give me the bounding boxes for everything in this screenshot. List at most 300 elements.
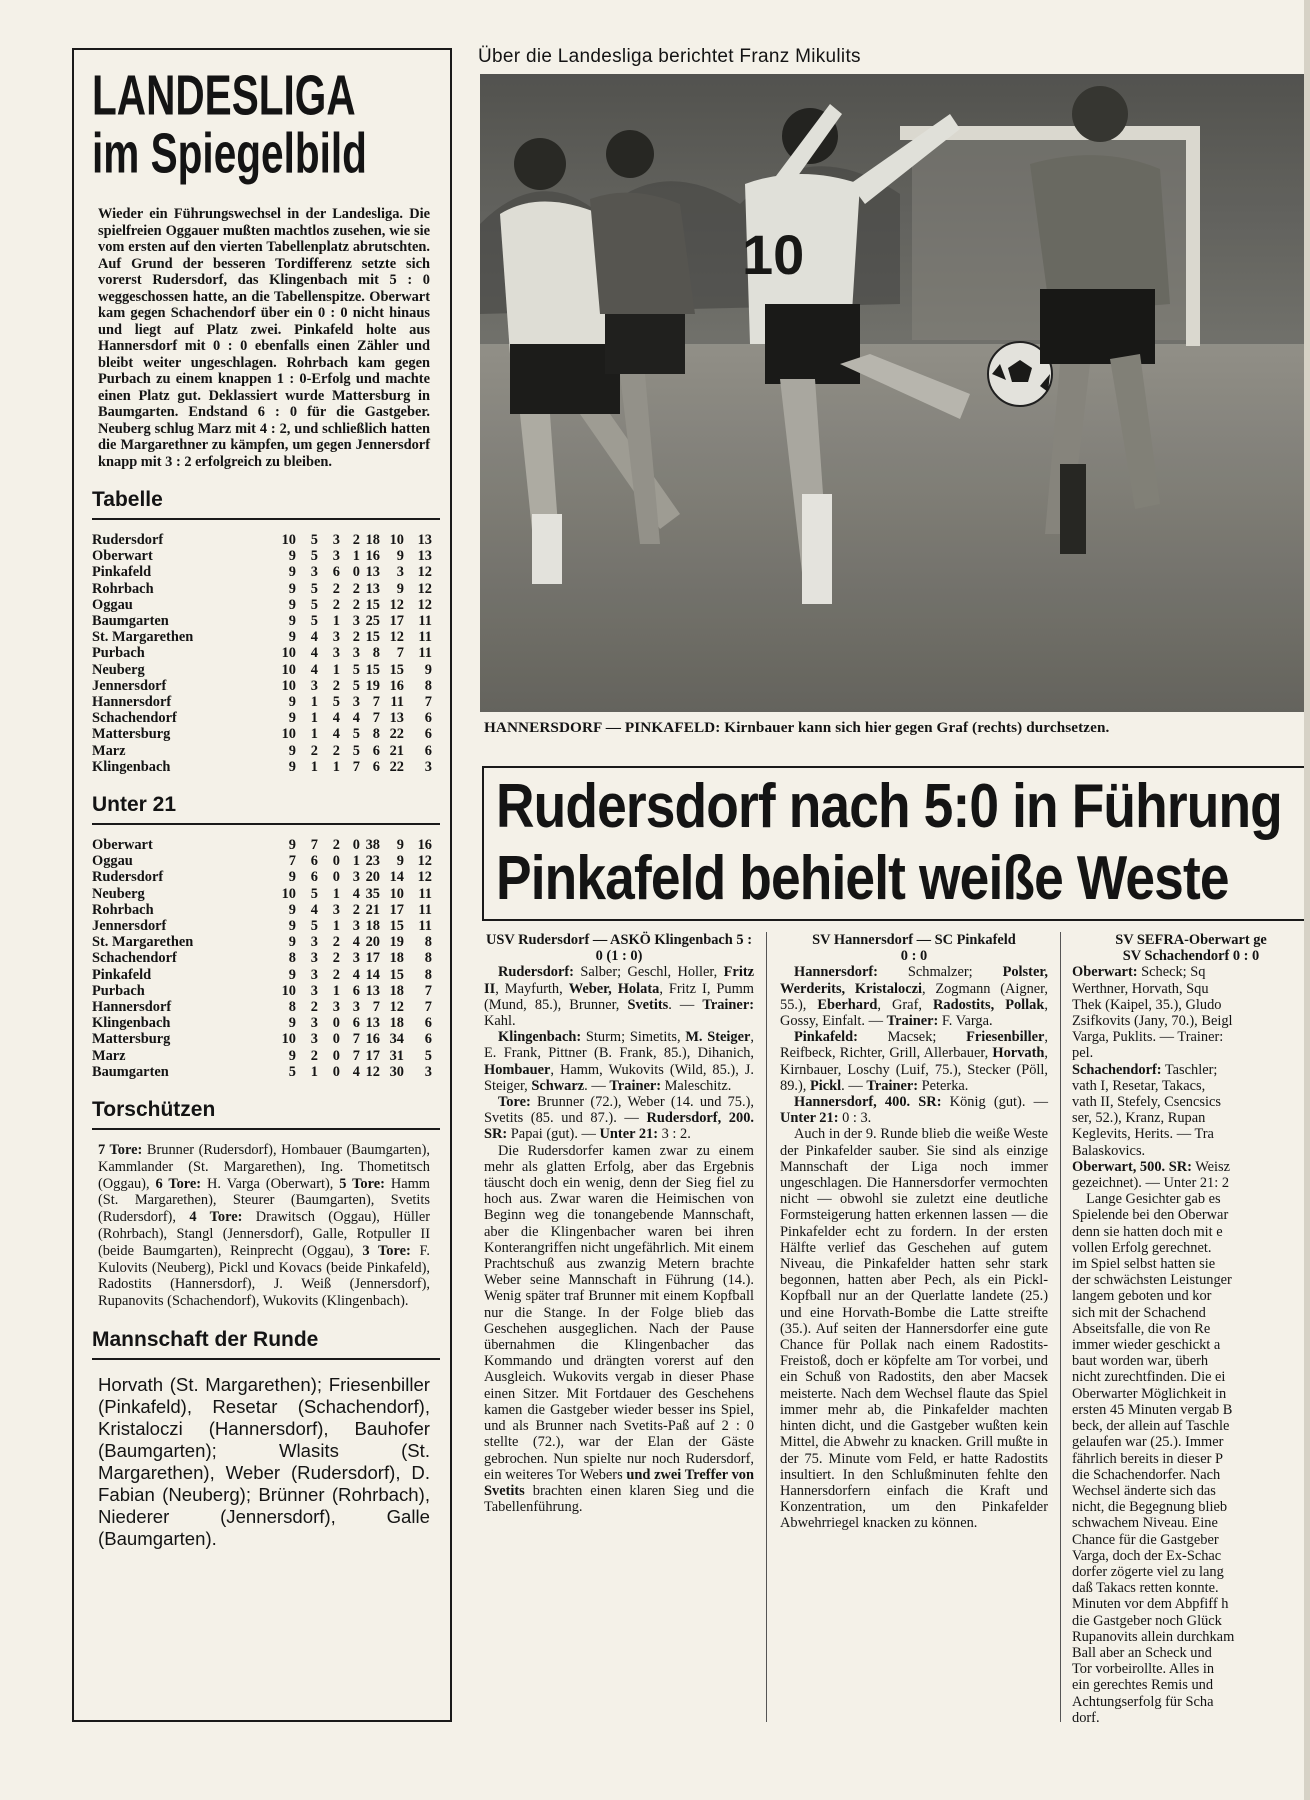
lineup-highlight: Friesenbiller (966, 1029, 1045, 1046)
stat-cell: 9 (288, 613, 296, 630)
stat-cell: 3 (332, 629, 340, 646)
goal-count-label: 5 Tore: (339, 1175, 385, 1192)
sidebar-title-line-2: im Spiegelbild (92, 122, 367, 186)
stat-cell: 31 (389, 1047, 404, 1064)
stat-cell: 9 (288, 966, 296, 983)
report-line-text: vath II, Stefely, Csencsics (1072, 1094, 1221, 1111)
stat-cell: 12 (417, 596, 432, 613)
stat-cell: 3 (310, 1031, 318, 1048)
team-name: Neuberg (92, 885, 145, 902)
stat-cell: 11 (418, 629, 432, 646)
stat-cell: 20 (365, 934, 380, 951)
stat-cell: 6 (310, 869, 318, 886)
article-rudersdorf-klingenbach (484, 932, 754, 1515)
stat-cell: 10 (389, 532, 404, 548)
stat-cell: 1 (310, 758, 318, 775)
stat-cell: 7 (396, 645, 404, 662)
stat-cell: 9 (288, 694, 296, 711)
report-line (1072, 1062, 1310, 1078)
stat-cell: 5 (310, 918, 318, 935)
stat-cell: 10 (281, 645, 296, 662)
lineup-highlight: Schwarz (531, 1077, 585, 1094)
stat-cell: 9 (288, 580, 296, 597)
standings-row (92, 645, 432, 661)
stat-cell: 3 (310, 1015, 318, 1032)
stat-cell: 16 (365, 1031, 380, 1048)
team-name: Mattersburg (92, 1031, 171, 1048)
stat-cell: 18 (389, 982, 404, 999)
lineup-text: , Gossy, Einfalt. — (780, 996, 1048, 1030)
report-line (1072, 1499, 1310, 1515)
stat-cell: 3 (424, 1063, 432, 1080)
team-name: Purbach (92, 645, 145, 662)
report-line-text: Werthner, Horvath, Squ (1072, 980, 1209, 997)
stat-cell: 17 (389, 613, 404, 630)
headline-line-2: Pinkafeld behielt weiße Weste (496, 844, 1229, 913)
stat-cell: 19 (365, 677, 380, 694)
lineup-label: Hannersdorf: (794, 964, 878, 981)
report-line (1072, 1175, 1310, 1191)
scorer-names: Brunner (Rudersdorf), Hombauer (Baumgarten), Kammlander (St. Margarethen), Ing. Thometitsch (Oggau), (98, 1142, 430, 1192)
stat-cell: 21 (365, 901, 380, 918)
stat-cell: 5 (310, 596, 318, 613)
article-oberwart-schachendorf (1072, 932, 1310, 1726)
stat-cell: 5 (310, 580, 318, 597)
lineup-text: , Hamm, Wukovits (Wild, 85.), J. Steiger, (484, 1061, 754, 1094)
stat-cell: 7 (372, 710, 380, 727)
stat-cell: 3 (332, 532, 340, 548)
report-line-text: die Schachendorfer. Nach (1072, 1466, 1221, 1483)
stat-cell: 5 (288, 1063, 296, 1080)
stat-cell: 1 (332, 613, 340, 630)
report-line (1072, 1596, 1310, 1612)
sidebar-title-line-1: LANDESLIGA (92, 64, 356, 128)
standings-row (92, 662, 432, 678)
stat-cell: 4 (332, 726, 340, 743)
stat-cell: 4 (352, 710, 360, 727)
team-name: Baumgarten (92, 1063, 169, 1080)
stat-cell: 6 (424, 742, 432, 759)
u21-standings-row (92, 869, 432, 885)
match-report-end: brachten einen klaren Sieg und die Tabellenführung. (484, 1482, 754, 1516)
photo-caption: HANNERSDORF — PINKAFELD: Kirnbauer kann sich hier gegen Graf (rechts) durchsetzen. (484, 719, 1110, 736)
report-line (1072, 997, 1310, 1013)
report-line-text: SV Schachendorf 0 : 0 (1122, 948, 1260, 965)
standings-row (92, 694, 432, 710)
stat-cell: 3 (310, 934, 318, 951)
stat-cell: 2 (332, 837, 340, 854)
stat-cell: 20 (365, 869, 380, 886)
stat-cell: 9 (288, 918, 296, 935)
goals-label: Tore: (498, 1094, 531, 1111)
report-line-text: denn sie hatten doch mit e (1072, 1223, 1223, 1240)
lineup-label: Schachendorf: (1072, 1061, 1162, 1078)
stat-cell: 13 (365, 564, 380, 581)
report-line (1072, 1110, 1310, 1126)
u21-standings-row (92, 934, 432, 950)
attendance-label: Rudersdorf, 200. SR: (484, 1110, 754, 1143)
u21-score: 0 : 3. (838, 1110, 872, 1127)
stat-cell: 34 (389, 1031, 404, 1048)
u21-standings-title: Unter 21 (92, 793, 440, 825)
report-line (1072, 1337, 1310, 1353)
u21-standings-row (92, 1048, 432, 1064)
report-line-text: nicht zurechtfinden. Die ei (1072, 1369, 1226, 1386)
stat-cell: 1 (332, 758, 340, 775)
report-line-text: gezeichnet). — Unter 21: 2 (1072, 1175, 1230, 1192)
goal-count-label: 4 Tore: (189, 1209, 243, 1226)
u21-standings-row (92, 950, 432, 966)
lineup-highlight: Eberhard (817, 996, 878, 1013)
stat-cell: 3 (332, 548, 340, 565)
lineup-text: . — (841, 1077, 867, 1094)
stat-cell: 1 (332, 661, 340, 678)
stat-cell: 8 (372, 645, 380, 662)
stat-cell: 3 (310, 966, 318, 983)
stat-cell: 13 (417, 548, 432, 565)
u21-standings-row (92, 983, 432, 999)
standings-row (92, 759, 432, 775)
svg-text:10: 10 (742, 223, 805, 286)
team-name: Jennersdorf (92, 677, 167, 694)
stat-cell: 13 (365, 982, 380, 999)
stat-cell: 17 (365, 950, 380, 967)
report-line-text: Ball aber an Scheck und (1072, 1644, 1212, 1661)
stat-cell: 9 (288, 629, 296, 646)
team-name: Oggau (92, 596, 133, 613)
stat-cell: 11 (418, 918, 432, 935)
match-photo (480, 74, 1310, 712)
report-line-text: sich mit der Schachend (1072, 1304, 1206, 1321)
stat-cell: 4 (310, 661, 318, 678)
stat-cell: 12 (365, 1063, 380, 1080)
report-line (1072, 1580, 1310, 1596)
stat-cell: 16 (365, 548, 380, 565)
u21-standings-row (92, 1015, 432, 1031)
u21-standings-row (92, 886, 432, 902)
stat-cell: 3 (352, 694, 360, 711)
byline: Über die Landesliga berichtet Franz Mikulits (478, 46, 861, 67)
report-line (1072, 1386, 1310, 1402)
report-line-text: Abseitsfalle, die von Re (1072, 1320, 1211, 1337)
report-line (1072, 1710, 1310, 1726)
stat-cell: 9 (396, 580, 404, 597)
stat-cell: 0 (352, 837, 360, 854)
stat-cell: 18 (365, 532, 380, 548)
team-name: Pinkafeld (92, 966, 152, 983)
stat-cell: 14 (365, 966, 380, 983)
stat-cell: 22 (389, 758, 404, 775)
match-heading: USV Rudersdorf — ASKÖ Klingenbach 5 : 0 (1 : 0) (485, 932, 752, 965)
stat-cell: 9 (288, 596, 296, 613)
scorer-names: Hamm (St. Margarethen), Steurer (Baumgarten), Svetits (Rudersdorf), (98, 1175, 430, 1226)
stat-cell: 6 (424, 726, 432, 743)
report-line (1072, 1353, 1310, 1369)
stat-cell: 0 (332, 853, 340, 870)
stat-cell: 21 (389, 742, 404, 759)
attendance-label: Hannersdorf, 400. SR: (794, 1094, 942, 1111)
stat-cell: 9 (288, 564, 296, 581)
stat-cell: 18 (365, 918, 380, 935)
main-headline-box (482, 766, 1310, 921)
stat-cell: 2 (352, 596, 360, 613)
stat-cell: 4 (352, 934, 360, 951)
stat-cell: 5 (352, 677, 360, 694)
stat-cell: 12 (389, 596, 404, 613)
stat-cell: 18 (389, 950, 404, 967)
stat-cell: 8 (372, 726, 380, 743)
report-line (1072, 1694, 1310, 1710)
stat-cell: 15 (389, 661, 404, 678)
report-line (1072, 1321, 1310, 1337)
report-line (1072, 932, 1310, 948)
report-line-text: immer wieder geschickt a (1072, 1337, 1221, 1354)
report-line (1072, 1224, 1310, 1240)
report-line-text: nicht, die Begegnung blieb (1072, 1499, 1228, 1516)
report-line-text: Wechsel änderte sich das (1072, 1482, 1216, 1499)
stat-cell: 11 (390, 694, 404, 711)
lineup-highlight: M. Steiger (685, 1029, 751, 1046)
stat-cell: 15 (365, 629, 380, 646)
article-hannersdorf-pinkafeld (780, 932, 1048, 1532)
stat-cell: 3 (332, 901, 340, 918)
stat-cell: 2 (352, 629, 360, 646)
stat-cell: 3 (352, 869, 360, 886)
stat-cell: 2 (332, 950, 340, 967)
stat-cell: 8 (424, 950, 432, 967)
stat-cell: 7 (424, 999, 432, 1016)
report-line (1072, 1207, 1310, 1223)
scorer-names: Drawitsch (Oggau), Hüller (Rohrbach), Stangl (Jennersdorf), Galle, Rotpuller II (beide Baumgarten), Reinprecht (Oggau), (98, 1209, 430, 1259)
report-line (1072, 1029, 1310, 1045)
stat-cell: 9 (288, 710, 296, 727)
trainer-label: Trainer: (866, 1077, 919, 1094)
match-score: 0 : 0 (900, 948, 928, 965)
report-line-text: SV SEFRA-Oberwart ge (1115, 932, 1267, 948)
team-name: Schachendorf (92, 950, 177, 967)
stat-cell: 3 (310, 950, 318, 967)
report-line (1072, 1045, 1310, 1061)
stat-cell: 0 (332, 869, 340, 886)
lineup-text: . — (584, 1077, 610, 1094)
stat-cell: 30 (389, 1063, 404, 1080)
stat-cell: 12 (417, 580, 432, 597)
stat-cell: 7 (310, 837, 318, 854)
report-line-text: im Spiel selbst hatten sie (1072, 1256, 1216, 1273)
trainer-name: Peterka. (918, 1077, 969, 1094)
stat-cell: 3 (352, 645, 360, 662)
standings-row (92, 710, 432, 726)
stat-cell: 4 (310, 629, 318, 646)
stat-cell: 15 (389, 918, 404, 935)
report-line-text: Oberwarter Möglichkeit in (1072, 1385, 1227, 1402)
u21-standings-table (92, 837, 432, 1080)
lineup-label: Oberwart, 500. SR: (1072, 1158, 1192, 1175)
stat-cell: 9 (288, 1047, 296, 1064)
report-line (1072, 1126, 1310, 1142)
stat-cell: 1 (332, 885, 340, 902)
team-name: Neuberg (92, 661, 145, 678)
report-line-text: Achtungserfolg für Scha (1072, 1693, 1214, 1710)
stat-cell: 5 (352, 742, 360, 759)
stat-cell: 6 (424, 1031, 432, 1048)
stat-cell: 5 (310, 548, 318, 565)
team-name: Mattersburg (92, 726, 171, 743)
report-line (1072, 1369, 1310, 1385)
lineup-highlight: Radostits, Pollak (933, 996, 1045, 1013)
lineup-label: Oberwart: (1072, 964, 1138, 981)
stat-cell: 8 (424, 966, 432, 983)
stat-cell: 13 (389, 710, 404, 727)
lineup-text: , Graf, (877, 996, 933, 1013)
u21-standings-row (92, 918, 432, 934)
stat-cell: 2 (332, 966, 340, 983)
standings-row (92, 581, 432, 597)
stat-cell: 9 (288, 742, 296, 759)
stat-cell: 12 (417, 869, 432, 886)
standings-row (92, 678, 432, 694)
stat-cell: 6 (372, 742, 380, 759)
report-line (1072, 1402, 1310, 1418)
report-line (1072, 1548, 1310, 1564)
team-name: Jennersdorf (92, 918, 167, 935)
report-line (1072, 1013, 1310, 1029)
stat-cell: 3 (352, 999, 360, 1016)
report-line (1072, 1288, 1310, 1304)
team-name: Pinkafeld (92, 564, 152, 581)
stat-cell: 7 (288, 853, 296, 870)
report-line-text: Rupanovits allein durchkam (1072, 1628, 1235, 1645)
report-line (1072, 1240, 1310, 1256)
stat-cell: 13 (365, 1015, 380, 1032)
lineup-text: , E. Frank, Pittner (B. Frank, 85.), Dihanich, (484, 1029, 754, 1062)
stat-cell: 10 (281, 661, 296, 678)
u21-score: 3 : 2. (658, 1126, 691, 1143)
stat-cell: 23 (365, 853, 380, 870)
lineup-highlight: Pickl (809, 1077, 842, 1094)
stat-cell: 2 (332, 580, 340, 597)
report-line (1072, 1094, 1310, 1110)
standings-row (92, 629, 432, 645)
report-line-text: beck, der allein auf Taschle (1072, 1418, 1230, 1435)
report-line-text: Scheck; Sq (1137, 964, 1206, 981)
standings-table (92, 532, 432, 775)
stat-cell: 6 (372, 758, 380, 775)
match-report-body: Auch in der 9. Runde blieb die weiße Weste der Pinkafelder sauber. Sie sind als einzige Mannschaft der Liga noch immer ungeschlagen. Die Hannersdorfer vermochten nicht — obwohl sie zuletzt eine deutliche Formsteigerung hatten erkennen lassen — die Pinkafelder echt zu fordern. In der ersten Hälfte verlief das Geschehen auf gutem Niveau, die Pinkafelder hatten sehr stark begonnen, hatten aber Pech, als ein Pickl-Kopfball nur an der Querlatte landete (25.) und eine Horvath-Bombe die Latte streifte (35.). Auf seiten der Hannersdorfer eine gute Chance für Pollak nach einem Radostits-Freistoß, doch er köpfelte am Tor vorbei, und ein Schuß von Radostits, den aber Macsek meisterte. Nach dem Wechsel flaute das Spiel immer mehr ab, die Pinkafelder machten hinten dicht, und die Gastgeber wußten kein Mittel, die Abwehr zu knacken. Grill mußte in der 75. Minute vom Feld, er hatte Radostits insultiert. In den Schlußminuten fehlte den Hannersdorfern einfach die Kraft und Konzentration, um den Pinkafelder Abwehrriegel knacken zu können. (780, 1126, 1048, 1532)
lineup-highlight: Fritz II (484, 964, 754, 997)
report-line-text: baut worden war, überh (1072, 1353, 1209, 1370)
stat-cell: 15 (389, 966, 404, 983)
u21-standings-row (92, 837, 432, 853)
lineup-text: , Reifbeck, Richter, Grill, Allerbauer, (780, 1029, 1048, 1062)
report-line (1072, 1483, 1310, 1499)
stat-cell: 6 (310, 853, 318, 870)
stat-cell: 13 (417, 532, 432, 548)
stat-cell: 3 (332, 999, 340, 1016)
team-name: Oberwart (92, 548, 153, 565)
team-name: Hannersdorf (92, 999, 172, 1016)
report-line-text: dorfer zögerte viel zu lang (1072, 1563, 1224, 1580)
lineup-text: , Kirnbauer, Loschy (Luif, 75.), Stecker (Pöll, 89.), (780, 1045, 1048, 1094)
headline-line-1: Rudersdorf nach 5:0 in Führung (496, 772, 1282, 841)
report-line (1072, 1467, 1310, 1483)
u21-standings-row (92, 999, 432, 1015)
stat-cell: 12 (417, 564, 432, 581)
stat-cell: 7 (424, 982, 432, 999)
stat-cell: 7 (352, 1031, 360, 1048)
lineup-highlight: Weber, Holata (568, 980, 660, 997)
report-line (1072, 1532, 1310, 1548)
trainer-name: F. Varga. (938, 1013, 993, 1030)
report-line (1072, 1159, 1310, 1175)
report-line-text: schwachem Niveau. Eine (1072, 1515, 1218, 1532)
lineup-highlight: Polster, Werderits, Kristaloczi (780, 964, 1048, 997)
team-name: Baumgarten (92, 613, 169, 630)
lineup-label: Klingenbach: (498, 1029, 582, 1046)
stat-cell: 3 (310, 677, 318, 694)
scorer-names: F. Kulovits (Neuberg), Pickl und Kovacs (beide Pinkafeld), Radostits (Hannersdorf), J. Weiß (Jennersdorf), Rupanovits (Schachendorf), Wukovits (Klingenbach). (98, 1242, 431, 1310)
team-of-round-text: Horvath (St. Margarethen); Friesenbiller (Pinkafeld), Resetar (Schachendorf), Kristaloczi (Hannersdorf), Bauhofer (Baumgarten); Wlasits (St. Margarethen), Weber (Rudersdorf), D. Fabian (Neuberg); Brünner (Rohrbach), Niederer (Jennersdorf), Galle (Baumgarten). (98, 1374, 430, 1550)
lineup-text: , Fritz I, Pumm (Mund, 85.), Brunner, (484, 980, 754, 1013)
standings-row (92, 597, 432, 613)
stat-cell: 12 (417, 853, 432, 870)
standings-title: Tabelle (92, 488, 440, 520)
stat-cell: 9 (396, 548, 404, 565)
report-line (1072, 1629, 1310, 1645)
match-report-body: Die Rudersdorfer kamen zwar zu einem mehr als glatten Erfolg, aber das Ergebnis täuscht doch ein wenig, denn der Sieg fiel zu hoch aus. Zwar waren die Heimischen von Beginn weg die tonangebende Mannschaft, aber die Klingenbacher waren bei ihren Konterangriffen nicht ungefährlich. Mit einem Prachtschuß aus zwanzig Metern brachte Weber seine Mannschaft in Führung (14.). Wenig später traf Brunner mit einem Kopfball nur die Stange. In der Folge blieb das Geschehen ausgeglichen. Nach der Pause übernahmen die Klingenbacher das Kommando und drängten vorerst auf den Ausgleich. Wukovits vergab in dieser Phase einen Sitzer. Mit Fortdauer des Geschehens kamen die Gastgeber wieder besser ins Spiel, und als Brunner nach Svetits-Paß auf 2 : 0 stellte (72.), war der Elan der Gäste gebrochen. Nun spielte nur noch Rudersdorf, ein weiteres Tor Webers (484, 1142, 754, 1483)
stat-cell: 13 (365, 580, 380, 597)
scorer-names: H. Varga (Oberwart), (201, 1175, 340, 1192)
report-line-text: Spielende bei den Oberwar (1072, 1207, 1229, 1224)
lineup-text: Schmalzer; (877, 964, 1003, 981)
report-line (1072, 1451, 1310, 1467)
stat-cell: 11 (418, 613, 432, 630)
lineup-text: Sturm; Simetits, (581, 1029, 686, 1046)
stat-cell: 1 (352, 548, 360, 565)
stat-cell: 10 (281, 1031, 296, 1048)
report-line-text: ser, 52.), Kranz, Rupan (1072, 1110, 1206, 1127)
stat-cell: 5 (310, 885, 318, 902)
stat-cell: 5 (352, 661, 360, 678)
standings-row (92, 564, 432, 580)
football-scene-illustration (480, 74, 1310, 712)
page-edge (1304, 0, 1310, 1800)
u21-standings-row (92, 853, 432, 869)
stat-cell: 17 (389, 901, 404, 918)
goal-count-label: 6 Tore: (155, 1175, 202, 1192)
report-line-text: langem geboten und kor (1072, 1288, 1212, 1305)
lineup-highlight: Svetits (627, 996, 669, 1013)
stat-cell: 9 (288, 869, 296, 886)
stat-cell: 7 (372, 999, 380, 1016)
stat-cell: 2 (332, 742, 340, 759)
team-name: St. Margarethen (92, 934, 194, 951)
standings-row (92, 726, 432, 742)
stat-cell: 10 (281, 532, 296, 548)
report-line-text: dorf. (1072, 1709, 1100, 1726)
report-line-text: Zsifkovits (Jany, 70.), Beigl (1072, 1013, 1233, 1030)
stat-cell: 7 (352, 758, 360, 775)
stat-cell: 8 (288, 999, 296, 1016)
u21-standings-row (92, 967, 432, 983)
report-line-text: der schwächsten Leistunger (1072, 1272, 1232, 1289)
team-name: Schachendorf (92, 710, 177, 727)
stat-cell: 5 (352, 726, 360, 743)
stat-cell: 5 (310, 532, 318, 548)
stat-cell: 1 (352, 853, 360, 870)
stat-cell: 1 (332, 982, 340, 999)
standings-row (92, 743, 432, 759)
